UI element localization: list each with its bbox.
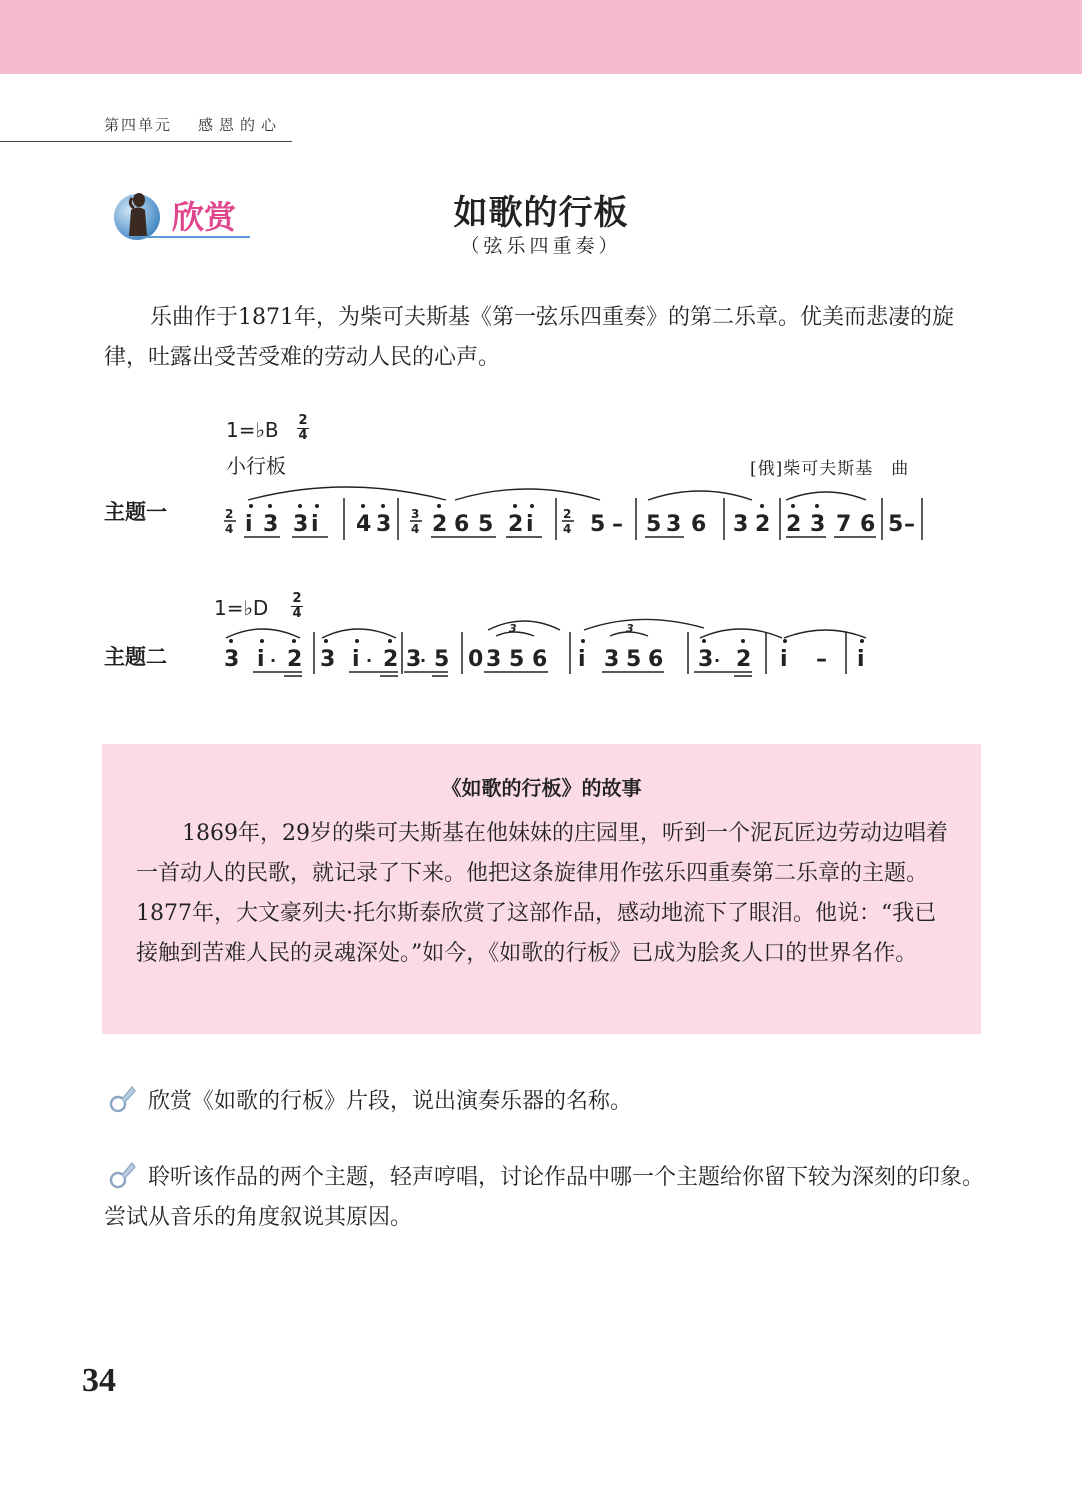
task-text: 聆听该作品的两个主题，轻声哼唱，讨论作品中哪一个主题给你留下较为深刻的印象。尝试从音乐的角度叙说其原因。 <box>104 1165 985 1230</box>
svg-text:6: 6 <box>454 512 470 537</box>
svg-text:3: 3 <box>509 622 517 635</box>
unit-theme: 感恩的心 <box>198 116 283 134</box>
svg-text:·: · <box>420 651 427 670</box>
svg-text:4: 4 <box>563 522 572 536</box>
theme2-time-top: 2 <box>292 591 302 606</box>
svg-text:3: 3 <box>293 512 309 537</box>
theme1-staff <box>224 487 922 540</box>
svg-text:i: i <box>780 647 788 672</box>
svg-text:3: 3 <box>626 622 634 635</box>
page-subtitle: （弦乐四重奏） <box>460 235 622 257</box>
badge-label: 欣赏 <box>172 198 237 236</box>
svg-text:–: – <box>904 512 915 537</box>
jianpu-notation <box>0 0 1082 720</box>
svg-text:–: – <box>816 647 827 672</box>
svg-text:6: 6 <box>532 647 548 672</box>
svg-text:i: i <box>857 647 865 672</box>
svg-text:0: 0 <box>468 647 484 672</box>
svg-text:2: 2 <box>287 647 303 672</box>
svg-text:3: 3 <box>376 512 392 537</box>
theme1-time-bottom: 4 <box>298 428 308 443</box>
composer-credit: [俄]柴可夫斯基 曲 <box>750 459 910 479</box>
svg-text:3: 3 <box>406 647 422 672</box>
svg-text:3: 3 <box>263 512 279 537</box>
svg-text:2: 2 <box>786 512 802 537</box>
svg-text:4: 4 <box>356 512 372 537</box>
svg-text:5: 5 <box>646 512 662 537</box>
svg-text:2: 2 <box>225 507 234 521</box>
theme2-time-bottom: 4 <box>292 606 302 621</box>
svg-text:6: 6 <box>648 647 664 672</box>
svg-text:2: 2 <box>755 512 771 537</box>
svg-text:3: 3 <box>411 507 420 521</box>
svg-text:4: 4 <box>411 522 420 536</box>
svg-text:5: 5 <box>509 647 525 672</box>
story-title: 《如歌的行板》的故事 <box>441 776 642 800</box>
horn-icon <box>104 1160 138 1190</box>
svg-text:4: 4 <box>225 522 234 536</box>
page-title: 如歌的行板 <box>453 193 629 233</box>
svg-text:5: 5 <box>888 512 904 537</box>
svg-text:7: 7 <box>836 512 852 537</box>
svg-text:2: 2 <box>563 507 572 521</box>
svg-text:2: 2 <box>508 512 524 537</box>
theme1-key: 1=♭B <box>226 418 279 442</box>
svg-text:i: i <box>578 647 586 672</box>
svg-text:5: 5 <box>626 647 642 672</box>
story-body: 1869年，29岁的柴可夫斯基在他妹妹的庄园里，听到一个泥瓦匠边劳动边唱着一首动人的民歌，就记录了下来。他把这条旋律用作弦乐四重奏第二乐章的主题。1877年，大文豪列夫·托尔斯泰欣赏了这部作品，感动地流下了眼泪。他说：“我已接触到苦难人民的灵魂深处。”如今，《如歌的行板》已成为脍炙人口的世界名作。 <box>136 821 948 966</box>
theme2-key: 1=♭D <box>214 596 269 620</box>
svg-text:3: 3 <box>666 512 682 537</box>
svg-text:i: i <box>526 512 534 537</box>
svg-text:i: i <box>311 512 319 537</box>
svg-text:i: i <box>257 647 265 672</box>
story-box <box>102 744 981 1034</box>
svg-text:2: 2 <box>432 512 448 537</box>
task-text: 欣赏《如歌的行板》片段，说出演奏乐器的名称。 <box>148 1089 633 1114</box>
theme2-staff <box>224 619 866 676</box>
svg-text:3: 3 <box>224 647 240 672</box>
intro-paragraph: 乐曲作于1871年，为柴可夫斯基《第一弦乐四重奏》的第二乐章。优美而悲凄的旋律，吐露出受苦受难的劳动人民的心声。 <box>104 305 954 370</box>
horn-icon <box>104 1084 138 1114</box>
unit-label: 第四单元 <box>104 116 173 134</box>
svg-text:6: 6 <box>860 512 876 537</box>
svg-text:3: 3 <box>698 647 714 672</box>
page-number: 34 <box>82 1362 116 1399</box>
theme2-label: 主题二 <box>104 645 167 669</box>
svg-text:i: i <box>245 512 253 537</box>
theme1-tempo: 小行板 <box>226 454 286 478</box>
svg-text:3: 3 <box>733 512 749 537</box>
svg-text:5: 5 <box>590 512 606 537</box>
svg-text:3: 3 <box>320 647 336 672</box>
svg-text:·: · <box>366 651 373 670</box>
svg-text:·: · <box>270 651 277 670</box>
task-item <box>104 1158 984 1238</box>
theme1-label: 主题一 <box>104 500 167 524</box>
svg-text:i: i <box>352 647 360 672</box>
svg-text:2: 2 <box>736 647 752 672</box>
theme1-time-top: 2 <box>298 413 308 428</box>
svg-text:3: 3 <box>604 647 620 672</box>
svg-text:3: 3 <box>810 512 826 537</box>
svg-text:–: – <box>612 512 623 537</box>
svg-text:3: 3 <box>486 647 502 672</box>
svg-text:5: 5 <box>478 512 494 537</box>
task-item <box>104 1082 984 1122</box>
svg-text:6: 6 <box>691 512 707 537</box>
svg-text:·: · <box>714 651 721 670</box>
svg-text:5: 5 <box>434 647 450 672</box>
svg-text:2: 2 <box>383 647 399 672</box>
